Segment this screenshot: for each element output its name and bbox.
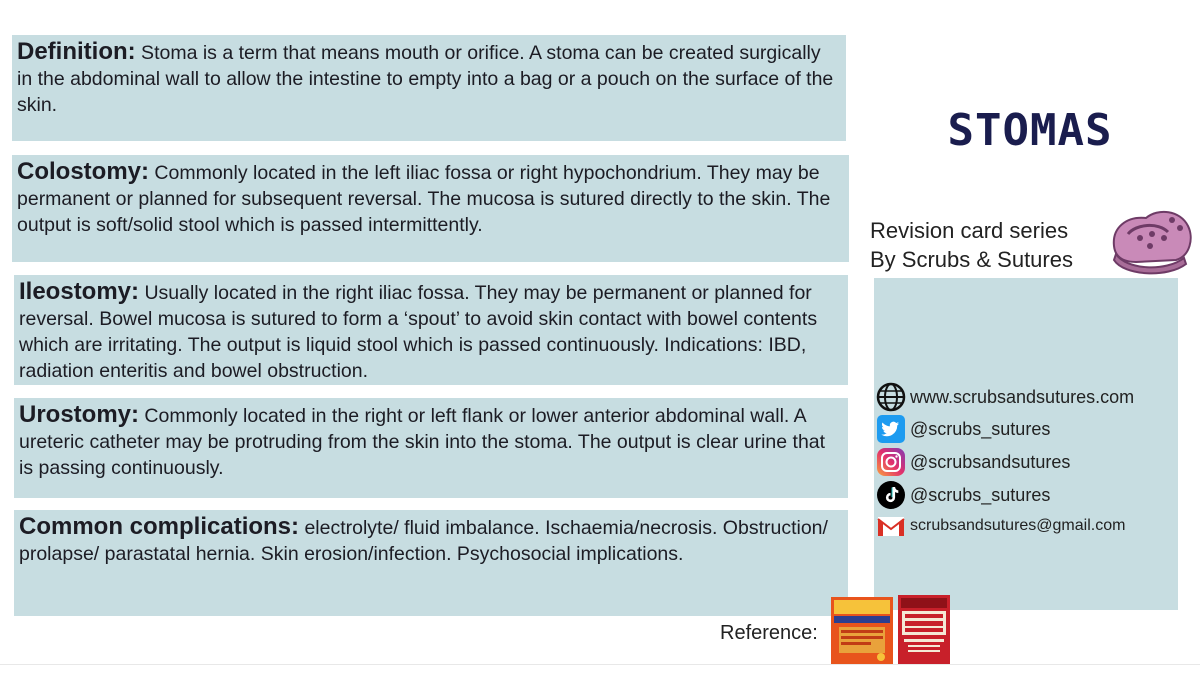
complications-text: electrolyte/ fluid imbalance. Ischaemia/necrosis. Obstruction/ prolapse/ parastatal hernia. Skin erosion/infection. Psychosocial implications. bbox=[19, 517, 828, 565]
page-title: STOMAS bbox=[947, 105, 1113, 156]
colostomy-section bbox=[12, 155, 849, 262]
ileostomy-section bbox=[14, 275, 848, 385]
bottom-divider bbox=[0, 664, 1200, 665]
twitter-row[interactable] bbox=[876, 414, 1050, 444]
urostomy-text: Commonly located in the right or left flank or lower anterior abdominal wall. A ureteric catheter may be protruding from the skin into the stoma. The output is clear urine that is passing continuously. bbox=[19, 405, 826, 479]
urostomy-section bbox=[14, 398, 848, 498]
twitter-handle[interactable]: @scrubs_sutures bbox=[910, 418, 1051, 439]
instagram-icon bbox=[876, 447, 910, 477]
definition-heading: Definition: bbox=[17, 38, 136, 65]
tiktok-handle[interactable]: @scrubs_sutures bbox=[910, 484, 1051, 505]
complications-section bbox=[14, 510, 848, 616]
reference-label: Reference: bbox=[720, 622, 818, 644]
tiktok-icon bbox=[876, 480, 910, 510]
definition-section bbox=[12, 35, 846, 141]
urostomy-heading: Urostomy: bbox=[19, 401, 140, 428]
ileostomy-text: Usually located in the right iliac fossa. They may be permanent or planned for reversal. Bowel mucosa is sutured to form a ‘spout’ to avoid skin contact with bowel contents which are irritating. The output is liquid stool which is passed continuously. Indications: IBD, radiation enteritis and bowel obstruction. bbox=[19, 282, 818, 382]
tiktok-row[interactable] bbox=[876, 480, 1050, 510]
subtitle-line-1: Revision card series bbox=[870, 218, 1069, 243]
ileostomy-heading: Ileostomy: bbox=[19, 278, 140, 305]
colostomy-text: Commonly located in the left iliac fossa or right hypochondrium. They may be permanent or planned for subsequent reversal. The mucosa is sutured directly to the skin. The output is soft/solid stool which is passed intermittently. bbox=[17, 162, 831, 236]
twitter-icon bbox=[876, 414, 910, 444]
medical-dictionary-book-cover bbox=[898, 595, 950, 665]
email-address[interactable]: scrubsandsutures@gmail.com bbox=[910, 517, 1126, 534]
social-panel bbox=[874, 278, 1178, 610]
definition-text: Stoma is a term that means mouth or orifice. A stoma can be created surgically in the abdominal wall to allow the intestine to empty into a bag or a pouch on the surface of the skin. bbox=[17, 42, 834, 116]
instagram-handle[interactable]: @scrubsandsutures bbox=[910, 451, 1071, 472]
email-row[interactable] bbox=[876, 511, 1125, 541]
instagram-row[interactable] bbox=[876, 447, 1070, 477]
subtitle bbox=[870, 216, 1073, 274]
complications-heading: Common complications: bbox=[19, 513, 300, 540]
website-link[interactable]: www.scrubsandsutures.com bbox=[910, 386, 1135, 407]
colostomy-heading: Colostomy: bbox=[17, 158, 149, 185]
gmail-icon bbox=[876, 511, 910, 541]
crocs-clog-icon bbox=[1106, 198, 1194, 278]
foundation-programme-book-cover bbox=[831, 597, 893, 665]
globe-icon bbox=[876, 382, 910, 412]
subtitle-line-2: By Scrubs & Sutures bbox=[870, 247, 1073, 272]
website-row[interactable] bbox=[876, 382, 1134, 412]
